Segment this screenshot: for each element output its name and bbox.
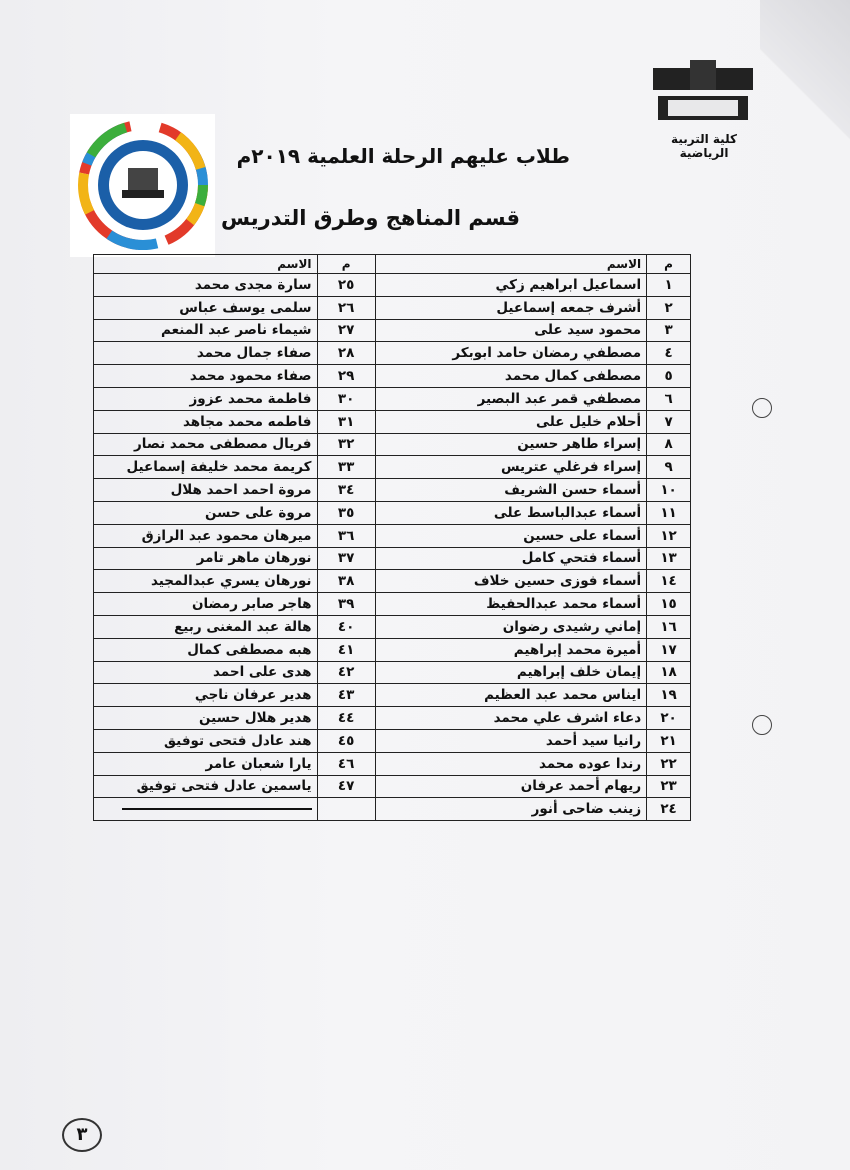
student-name: إيمان خلف إبراهيم — [375, 661, 646, 684]
student-table — [93, 254, 691, 821]
row-number: ١٠ — [647, 479, 691, 502]
punch-hole — [752, 715, 772, 735]
row-number: ٧ — [647, 410, 691, 433]
header-num-2: م — [317, 255, 375, 274]
table-header-row — [94, 255, 691, 274]
table-row — [94, 638, 691, 661]
row-number: ٨ — [647, 433, 691, 456]
punch-hole — [752, 398, 772, 418]
row-number: ٣٩ — [317, 593, 375, 616]
table-row — [94, 387, 691, 410]
row-number: ١١ — [647, 501, 691, 524]
table-row — [94, 479, 691, 502]
student-name — [94, 798, 318, 821]
student-name: مروة احمد احمد هلال — [94, 479, 318, 502]
student-name: هاجر صابر رمضان — [94, 593, 318, 616]
row-number: ١٨ — [647, 661, 691, 684]
row-number: ١٩ — [647, 684, 691, 707]
student-name: يارا شعبان عامر — [94, 752, 318, 775]
student-name: أسماء فتحي كامل — [375, 547, 646, 570]
row-number: ٣٧ — [317, 547, 375, 570]
student-name: ايناس محمد عبد العظيم — [375, 684, 646, 707]
student-name: أسماء على حسين — [375, 524, 646, 547]
table-row — [94, 501, 691, 524]
table-row — [94, 661, 691, 684]
row-number: ٤٦ — [317, 752, 375, 775]
student-name: إسراء فرغلي عتريس — [375, 456, 646, 479]
student-name: هدى على احمد — [94, 661, 318, 684]
header-name-1: الاسم — [375, 255, 646, 274]
student-name: ياسمين عادل فتحى توفيق — [94, 775, 318, 798]
student-name: شيماء ناصر عبد المنعم — [94, 319, 318, 342]
table-row — [94, 456, 691, 479]
row-number: ٢٣ — [647, 775, 691, 798]
table-body — [94, 274, 691, 821]
table-row — [94, 274, 691, 297]
header-name-2: الاسم — [94, 255, 318, 274]
table-row — [94, 729, 691, 752]
row-number: ١٦ — [647, 615, 691, 638]
row-number: ٢٠ — [647, 707, 691, 730]
student-name: زينب ضاحى أنور — [375, 798, 646, 821]
row-number: ١٥ — [647, 593, 691, 616]
table-row — [94, 684, 691, 707]
row-number: ٢١ — [647, 729, 691, 752]
student-name: فريال مصطفى محمد نصار — [94, 433, 318, 456]
table-row — [94, 433, 691, 456]
table-row — [94, 524, 691, 547]
student-name: كريمة محمد خليفة إسماعيل — [94, 456, 318, 479]
student-name: هدير عرفان ناجي — [94, 684, 318, 707]
student-name: فاطمه محمد مجاهد — [94, 410, 318, 433]
row-number: ٤٣ — [317, 684, 375, 707]
student-name: نورهان ماهر تامر — [94, 547, 318, 570]
row-number: ٢٨ — [317, 342, 375, 365]
row-number: ٢ — [647, 296, 691, 319]
student-name: سلمى يوسف عباس — [94, 296, 318, 319]
student-name: هند عادل فتحى توفيق — [94, 729, 318, 752]
student-name: نورهان يسري عبدالمجيد — [94, 570, 318, 593]
student-name: رانيا سيد أحمد — [375, 729, 646, 752]
page-number: ٣ — [62, 1118, 102, 1152]
student-name: مصطفى كمال محمد — [375, 365, 646, 388]
row-number: ١ — [647, 274, 691, 297]
student-name: فاطمة محمد عزوز — [94, 387, 318, 410]
row-number: ٣٤ — [317, 479, 375, 502]
row-number: ٣٢ — [317, 433, 375, 456]
student-name: مصطفي رمضان حامد ابوبكر — [375, 342, 646, 365]
row-number — [317, 798, 375, 821]
table-row — [94, 319, 691, 342]
student-name: صفاء جمال محمد — [94, 342, 318, 365]
row-number: ٣ — [647, 319, 691, 342]
student-name: أسماء حسن الشريف — [375, 479, 646, 502]
row-number: ١٧ — [647, 638, 691, 661]
eportal-logo-graphic — [70, 114, 215, 257]
row-number: ٤٢ — [317, 661, 375, 684]
row-number: ٢٥ — [317, 274, 375, 297]
student-name: سارة مجدى محمد — [94, 274, 318, 297]
table-row — [94, 752, 691, 775]
student-name: مروة على حسن — [94, 501, 318, 524]
row-number: ٢٤ — [647, 798, 691, 821]
table-row — [94, 296, 691, 319]
row-number: ٤٤ — [317, 707, 375, 730]
table-row — [94, 547, 691, 570]
row-number: ٢٧ — [317, 319, 375, 342]
student-name: دعاء اشرف علي محمد — [375, 707, 646, 730]
student-name: هبه مصطفى كمال — [94, 638, 318, 661]
student-name: اسماعيل ابراهيم زكي — [375, 274, 646, 297]
table-row — [94, 593, 691, 616]
table-row — [94, 798, 691, 821]
student-name: رندا عوده محمد — [375, 752, 646, 775]
student-name: أسماء عبدالباسط على — [375, 501, 646, 524]
faculty-emblem-graphic — [648, 60, 758, 130]
row-number: ٥ — [647, 365, 691, 388]
table-row — [94, 615, 691, 638]
row-number: ١٣ — [647, 547, 691, 570]
row-number: ٤٠ — [317, 615, 375, 638]
student-name: محمود سيد على — [375, 319, 646, 342]
row-number: ٩ — [647, 456, 691, 479]
row-number: ٣٥ — [317, 501, 375, 524]
header-num-1: م — [647, 255, 691, 274]
row-number: ٤٥ — [317, 729, 375, 752]
table-row — [94, 365, 691, 388]
student-name: أسماء فوزى حسين خلاف — [375, 570, 646, 593]
row-number: ٣١ — [317, 410, 375, 433]
student-name: ريهام أحمد عرفان — [375, 775, 646, 798]
row-number: ٣٦ — [317, 524, 375, 547]
row-number: ٦ — [647, 387, 691, 410]
row-number: ٤ — [647, 342, 691, 365]
page-title: طلاب عليهم الرحلة العلمية ٢٠١٩م — [236, 144, 570, 168]
eportal-logo — [70, 114, 215, 257]
end-line — [122, 808, 312, 810]
student-name: أحلام خليل على — [375, 410, 646, 433]
row-number: ٣٣ — [317, 456, 375, 479]
student-name: إسراء طاهر حسين — [375, 433, 646, 456]
row-number: ٤٧ — [317, 775, 375, 798]
student-name: أسماء محمد عبدالحفيظ — [375, 593, 646, 616]
faculty-caption: كلية التربية الرياضية — [671, 132, 737, 160]
page-fold-shadow — [760, 0, 850, 140]
row-number: ٢٢ — [647, 752, 691, 775]
student-name: أميرة محمد إبراهيم — [375, 638, 646, 661]
row-number: ١٢ — [647, 524, 691, 547]
student-name: هدير هلال حسين — [94, 707, 318, 730]
student-name: مصطفي قمر عبد البصير — [375, 387, 646, 410]
faculty-emblem — [648, 60, 760, 160]
student-name: إماني رشيدى رضوان — [375, 615, 646, 638]
row-number: ٤١ — [317, 638, 375, 661]
table-row — [94, 410, 691, 433]
table-row — [94, 707, 691, 730]
row-number: ١٤ — [647, 570, 691, 593]
table-row — [94, 775, 691, 798]
row-number: ٢٩ — [317, 365, 375, 388]
department-title: قسم المناهج وطرق التدريس — [221, 206, 520, 230]
student-name: صفاء محمود محمد — [94, 365, 318, 388]
student-name: هالة عبد المغنى ربيع — [94, 615, 318, 638]
row-number: ٢٦ — [317, 296, 375, 319]
student-name: أشرف جمعه إسماعيل — [375, 296, 646, 319]
table-row — [94, 342, 691, 365]
row-number: ٣٠ — [317, 387, 375, 410]
row-number: ٣٨ — [317, 570, 375, 593]
table-row — [94, 570, 691, 593]
student-name: ميرهان محمود عبد الرازق — [94, 524, 318, 547]
